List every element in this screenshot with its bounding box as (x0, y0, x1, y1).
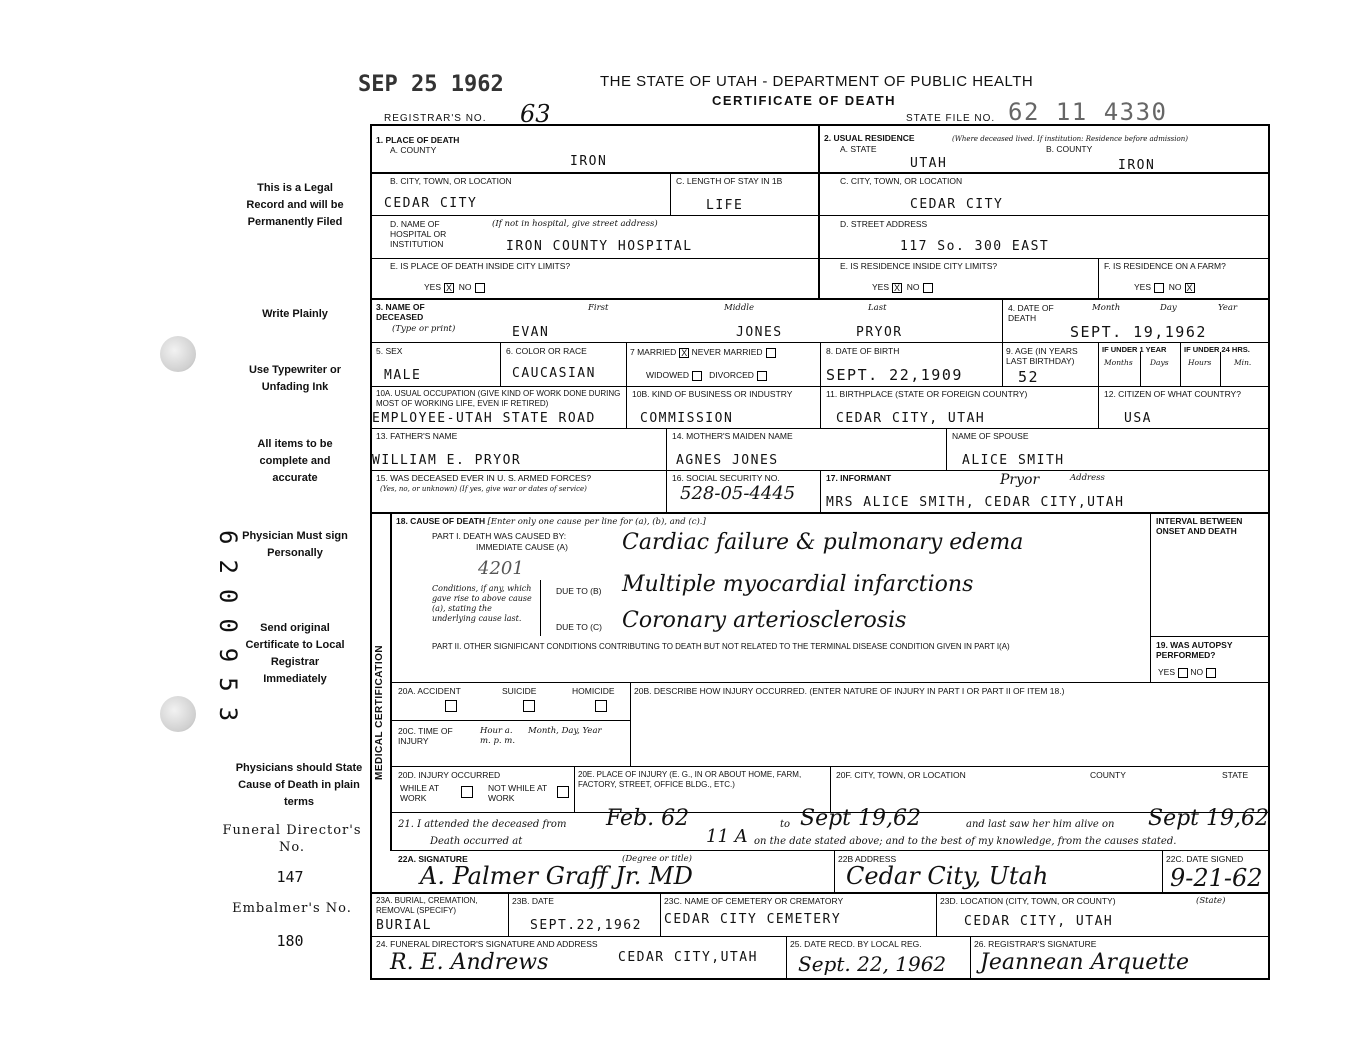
under-one-year-label: IF UNDER 1 YEAR (1102, 345, 1167, 354)
city-value: CEDAR CITY (384, 196, 478, 211)
form-rule (970, 936, 971, 980)
form-rule (834, 850, 835, 892)
while-at-work-label: WHILE AT WORK (400, 783, 439, 803)
sidebar-typewriter-note: Use Typewriter or Unfading Ink (248, 364, 342, 393)
form-rule (670, 172, 671, 215)
department-title: THE STATE OF UTAH - DEPARTMENT OF PUBLIC HEALTH (600, 73, 1034, 90)
cause-of-death-label: 18. CAUSE OF DEATH [Enter only one cause per line for (a), (b), and (c).] (396, 516, 706, 527)
minutes-label: Min. (1234, 358, 1252, 367)
street-address-value: 117 So. 300 EAST (900, 239, 1050, 254)
months-label: Months (1104, 358, 1133, 367)
form-rule (390, 512, 392, 850)
day-label: Day (1160, 303, 1177, 313)
under-24-hrs-label: IF UNDER 24 HRS. (1184, 345, 1250, 354)
certificate-title: CERTIFICATE OF DEATH (712, 93, 897, 108)
birthplace-value: CEDAR CITY, UTAH (836, 411, 986, 426)
type-or-print-note: (Type or print) (392, 324, 456, 334)
ssn-value: 528-05-4445 (680, 483, 796, 504)
death-occurred-value: 11 A (706, 826, 748, 847)
hour-am-pm-label: Hour a. m. p. m. (480, 726, 516, 746)
form-rule (666, 428, 667, 512)
informant-label: 17. INFORMANT (826, 473, 892, 483)
attended-from-value: Feb. 62 (606, 806, 690, 831)
form-rule (1098, 258, 1099, 298)
accident-label: 20A. ACCIDENT (398, 686, 461, 696)
registrar-signature-label: 26. REGISTRAR'S SIGNATURE (974, 939, 1097, 949)
year-label: Year (1218, 303, 1238, 313)
interval-label: INTERVAL BETWEEN ONSET AND DEATH (1156, 516, 1243, 536)
form-rule (390, 682, 1150, 683)
attended-to-label: to (780, 819, 791, 830)
date-signed-label: 22C. DATE SIGNED (1166, 854, 1244, 864)
ssn-label: 16. SOCIAL SECURITY NO. (672, 473, 780, 483)
marital-widowed-option: WIDOWED DIVORCED (646, 370, 767, 381)
informant-address-label: Address (1070, 473, 1105, 483)
state-file-number: 62 11 4330 (1008, 98, 1168, 126)
form-rule (370, 215, 1270, 216)
form-rule (630, 682, 631, 766)
farm-no-box[interactable]: X (1186, 282, 1193, 293)
form-rule (1098, 342, 1099, 428)
cause-code: 4201 (478, 558, 524, 579)
cause-a-value: Cardiac failure & pulmonary edema (622, 530, 1024, 555)
informant-handwritten-note: Pryor (1000, 472, 1040, 488)
middle-name-value: JONES (736, 325, 783, 340)
hospital-label: D. NAME OF HOSPITAL OR INSTITUTION (390, 219, 447, 249)
form-rule (1140, 352, 1141, 386)
autopsy-yes-box[interactable] (1178, 668, 1188, 678)
business-label: 10B. KIND OF BUSINESS OR INDUSTRY (632, 389, 793, 399)
vertical-serial-number: 6200953 (214, 530, 242, 737)
received-date-stamp: SEP 25 1962 (358, 72, 504, 97)
age-value: 52 (1018, 368, 1040, 386)
form-rule (820, 342, 821, 428)
residence-in-city-label: E. IS RESIDENCE INSIDE CITY LIMITS? (840, 261, 998, 271)
usual-residence-note: (Where deceased lived. If institution: Residence before admission) (952, 135, 1188, 143)
embalmer-label: Embalmer's No. (232, 901, 352, 916)
last-name-label: Last (868, 303, 887, 313)
funeral-director-number: 147 (276, 868, 304, 886)
length-of-stay-value: LIFE (706, 198, 744, 213)
attended-to-value: Sept 19,62 (800, 806, 921, 831)
sidebar-cause-note: Physicians should State Cause of Death in plain terms (235, 762, 363, 808)
name-of-deceased-label: 3. NAME OF DECEASED (376, 302, 425, 322)
sex-value: MALE (384, 368, 422, 383)
date-of-birth-label: 8. DATE OF BIRTH (826, 346, 900, 356)
registrar-no-label: REGISTRAR'S NO. (384, 113, 487, 124)
form-rule (370, 428, 1270, 429)
usual-residence-label: 2. USUAL RESIDENCE (824, 133, 915, 143)
death-in-city-yes-box[interactable]: X (446, 282, 453, 293)
month-label: Month (1092, 303, 1121, 313)
suicide-label: SUICIDE (502, 686, 537, 696)
date-of-death-value: SEPT. 19,1962 (1070, 323, 1207, 341)
due-to-b-label: DUE TO (B) (556, 586, 602, 596)
accident-box[interactable] (445, 700, 457, 712)
suicide-box[interactable] (523, 700, 535, 712)
funeral-director-signature-label: 24. FUNERAL DIRECTOR'S SIGNATURE AND ADDRESS (376, 939, 598, 949)
citizen-label: 12. CITIZEN OF WHAT COUNTRY? (1104, 389, 1241, 399)
state-file-label: STATE FILE NO. (906, 113, 996, 124)
informant-value: MRS ALICE SMITH, CEDAR CITY,UTAH (826, 495, 1125, 510)
mother-name-label: 14. MOTHER'S MAIDEN NAME (672, 431, 793, 441)
form-rule (370, 512, 1270, 514)
residence-city-value: CEDAR CITY (910, 197, 1004, 212)
cause-b-value: Multiple myocardial infarctions (622, 572, 974, 597)
cause-c-value: Coronary arteriosclerosis (622, 608, 907, 633)
form-rule (1150, 682, 1270, 683)
last-saw-value: Sept 19,62 (1148, 806, 1269, 831)
never-married-box[interactable] (766, 348, 776, 358)
sidebar-physician-note: Physician Must sign Personally (242, 530, 348, 559)
form-rule (370, 298, 1270, 300)
attended-label: 21. I attended the deceased from (398, 819, 567, 830)
form-rule (936, 892, 937, 936)
death-occurred-statement: on the date stated above; and to the best of my knowledge, from the causes stated. (754, 836, 1177, 847)
residence-county-value: IRON (1118, 158, 1156, 173)
burial-date-label: 23B. DATE (512, 896, 554, 906)
sidebar-complete-note: All items to be complete and accurate (257, 438, 333, 484)
registrar-signature: Jeannean Arquette (980, 950, 1189, 975)
physician-signature: A. Palmer Graff Jr. MD (420, 862, 693, 890)
form-rule (820, 470, 821, 512)
spouse-value: ALICE SMITH (962, 453, 1065, 468)
homicide-label: HOMICIDE (572, 686, 615, 696)
cemetery-value: CEDAR CITY CEMETERY (664, 912, 842, 927)
father-name-value: WILLIAM E. PRYOR (372, 453, 522, 468)
form-rule (1180, 342, 1181, 386)
death-in-city-no-box[interactable] (475, 283, 485, 293)
signature-label: 22A. SIGNATURE (398, 854, 468, 864)
embalmer-number: 180 (276, 932, 304, 950)
divorced-box[interactable] (757, 371, 767, 381)
form-rule (500, 342, 501, 386)
race-value: CAUCASIAN (512, 366, 596, 381)
residence-state-label: A. STATE (840, 144, 877, 154)
injury-occurred-label: 20D. INJURY OCCURRED (398, 770, 501, 780)
hospital-value: IRON COUNTY HOSPITAL (506, 239, 693, 254)
age-label: 9. AGE (IN YEARS LAST BIRTHDAY) (1006, 346, 1078, 366)
death-in-city-label: E. IS PLACE OF DEATH INSIDE CITY LIMITS? (390, 261, 571, 271)
not-while-at-work-box[interactable] (557, 786, 569, 798)
autopsy-options: YES NO (1158, 667, 1216, 678)
form-rule (390, 720, 630, 721)
father-name-label: 13. FATHER'S NAME (376, 431, 458, 441)
death-occurred-label: Death occurred at (430, 836, 523, 847)
form-rule (626, 386, 627, 428)
due-to-c-label: DUE TO (C) (556, 622, 602, 632)
form-rule (390, 850, 1270, 851)
farm-yes-box[interactable] (1154, 283, 1164, 293)
form-rule (370, 936, 1270, 937)
homicide-box[interactable] (595, 700, 607, 712)
sex-label: 5. SEX (376, 346, 403, 356)
death-in-city-yes: YES X NO (424, 282, 485, 293)
mother-name-value: AGNES JONES (676, 453, 779, 468)
residence-in-city-yes-box[interactable]: X (894, 282, 901, 293)
place-of-injury-label: 20E. PLACE OF INJURY (E. G., IN OR ABOUT HOME, FARM, FACTORY, STREET, OFFICE BLDG., ETC.) (578, 770, 802, 789)
sidebar-send-note: Send original Certificate to Local Registrar Immediately (245, 622, 345, 685)
burial-value: BURIAL (376, 918, 432, 933)
spouse-label: NAME OF SPOUSE (952, 431, 1029, 441)
form-rule (370, 258, 1270, 259)
hospital-note: (If not in hospital, give street address) (492, 219, 658, 229)
form-rule (1002, 342, 1003, 386)
part-one-label: PART I. DEATH WAS CAUSED BY: (432, 531, 567, 541)
form-rule (946, 428, 947, 470)
form-rule (1220, 352, 1221, 386)
immediate-cause-label: IMMEDIATE CAUSE (A) (476, 542, 568, 552)
physician-address-label: 22B ADDRESS (838, 854, 897, 864)
burial-state-label: (State) (1196, 896, 1226, 906)
city-label: B. CITY, TOWN, OR LOCATION (390, 176, 512, 186)
burial-date-value: SEPT.22,1962 (530, 918, 642, 933)
middle-name-label: Middle (724, 303, 755, 313)
street-address-label: D. STREET ADDRESS (840, 219, 928, 229)
injury-city-label: 20F. CITY, TOWN, OR LOCATION (836, 770, 966, 780)
punch-hole (160, 336, 196, 372)
date-signed-value: 9-21-62 (1170, 864, 1263, 892)
residence-county-label: B. COUNTY (1046, 144, 1093, 154)
month-day-year-label: Month, Day, Year (528, 726, 602, 736)
marital-married-option: 7 MARRIED X NEVER MARRIED (630, 347, 776, 358)
sidebar-legal-note: This is a Legal Record and will be Permanently Filed (246, 182, 344, 228)
residence-in-city-no-box[interactable] (923, 283, 933, 293)
part-two-label: PART II. OTHER SIGNIFICANT CONDITIONS CONTRIBUTING TO DEATH BUT NOT RELATED TO THE TERMINAL DISEASE CONDITION GIVEN IN PART I(A) (432, 642, 1010, 651)
not-while-at-work-label: NOT WHILE AT WORK (488, 783, 548, 803)
form-rule (540, 580, 541, 636)
date-of-birth-value: SEPT. 22,1909 (826, 366, 963, 384)
funeral-director-signature: R. E. Andrews (390, 950, 549, 975)
occupation-label: 10A. USUAL OCCUPATION (GIVE KIND OF WORK DONE DURING MOST OF WORKING LIFE, EVEN IF RETIRED) (376, 389, 621, 408)
length-of-stay-label: C. LENGTH OF STAY IN 1B (676, 176, 783, 186)
residence-city-label: C. CITY, TOWN, OR LOCATION (840, 176, 963, 186)
place-of-death-label: 1. PLACE OF DEATH (376, 135, 460, 145)
medical-certification-label: MEDICAL CERTIFICATION (374, 644, 385, 780)
punch-hole (160, 696, 196, 732)
date-received-value: Sept. 22, 1962 (798, 952, 947, 976)
hours-label: Hours (1188, 358, 1212, 367)
funeral-director-label: Funeral Director's No. (222, 823, 362, 855)
form-rule (818, 126, 820, 298)
farm-options: YES NO X (1134, 282, 1193, 293)
cemetery-label: 23C. NAME OF CEMETERY OR CREMATORY (664, 896, 844, 906)
burial-location-value: CEDAR CITY, UTAH (964, 914, 1114, 929)
physician-address-value: Cedar City, Utah (846, 862, 1049, 890)
injury-state-label: STATE (1222, 770, 1249, 780)
county-label: A. COUNTY (390, 145, 437, 155)
widowed-box[interactable] (692, 371, 702, 381)
autopsy-no-box[interactable] (1206, 668, 1216, 678)
form-rule (1162, 850, 1163, 892)
burial-label: 23A. BURIAL, CREMATION, REMOVAL (SPECIFY) (376, 896, 478, 915)
form-rule (1150, 636, 1270, 637)
autopsy-label: 19. WAS AUTOPSY PERFORMED? (1156, 640, 1233, 660)
degree-label: (Degree or title) (622, 854, 692, 864)
form-rule (660, 892, 661, 936)
business-value: COMMISSION (640, 411, 734, 426)
race-label: 6. COLOR OR RACE (506, 346, 587, 356)
funeral-director-address: CEDAR CITY,UTAH (618, 950, 758, 965)
date-of-death-label: 4. DATE OF DEATH (1008, 303, 1054, 323)
married-box[interactable]: X (681, 347, 688, 358)
date-received-label: 25. DATE RECD. BY LOCAL REG. (790, 939, 922, 949)
time-of-injury-label: 20C. TIME OF INJURY (398, 726, 453, 746)
birthplace-label: 11. BIRTHPLACE (STATE OR FOREIGN COUNTRY) (826, 389, 1028, 399)
sidebar-write-note: Write Plainly (262, 308, 328, 320)
farm-label: F. IS RESIDENCE ON A FARM? (1104, 261, 1226, 271)
injury-description-label: 20B. DESCRIBE HOW INJURY OCCURRED. (ENTER NATURE OF INJURY IN PART I OR PART II OF ITEM 18.) (634, 686, 1065, 696)
last-name-value: PRYOR (856, 325, 903, 340)
first-name-label: First (588, 303, 609, 313)
while-at-work-box[interactable] (461, 786, 473, 798)
last-saw-label: and last saw her him alive on (966, 819, 1115, 830)
form-rule (626, 342, 627, 386)
form-rule (574, 766, 575, 812)
form-rule (370, 892, 1270, 894)
burial-location-label: 23D. LOCATION (CITY, TOWN, OR COUNTY) (940, 896, 1116, 906)
form-rule (1150, 512, 1151, 682)
form-rule (786, 936, 787, 980)
injury-county-label: COUNTY (1090, 770, 1126, 780)
occupation-value: EMPLOYEE-UTAH STATE ROAD (372, 411, 596, 426)
armed-forces-note: (Yes, no, or unknown) (If yes, give war or dates of service) (380, 485, 587, 493)
residence-state-value: UTAH (910, 156, 948, 171)
county-value: IRON (570, 154, 608, 169)
residence-in-city-options: YES X NO (872, 282, 933, 293)
armed-forces-label: 15. WAS DECEASED EVER IN U. S. ARMED FORCES? (376, 473, 592, 483)
first-name-value: EVAN (512, 325, 550, 340)
registrar-no-value: 63 (520, 100, 551, 128)
citizen-value: USA (1124, 411, 1152, 426)
form-rule (1002, 298, 1003, 342)
conditions-note: Conditions, if any, which gave rise to above cause (a), stating the underlying cause last. (432, 584, 532, 623)
days-label: Days (1150, 358, 1169, 367)
form-rule (508, 892, 509, 936)
